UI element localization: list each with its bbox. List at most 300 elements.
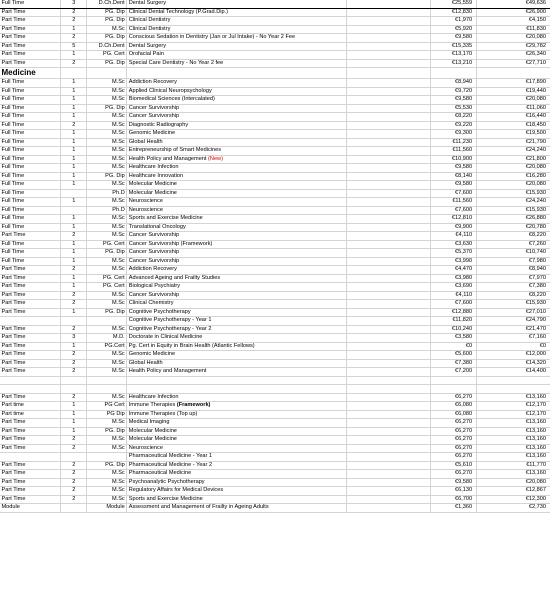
- course-name: Orofacial Pain: [128, 51, 164, 57]
- spacer-cell: [347, 223, 431, 232]
- empty-cell: [127, 376, 347, 385]
- mode-cell: Part time: [0, 410, 61, 419]
- course-cell: [127, 164, 347, 173]
- eu-fee-cell: €9,220: [431, 121, 477, 130]
- award-cell: M.Sc: [87, 155, 127, 164]
- eu-fee-cell: €6,130: [431, 487, 477, 496]
- award-cell: M.Sc: [87, 444, 127, 453]
- eu-fee-cell: €6,270: [431, 444, 477, 453]
- non-eu-fee-cell: €14,400: [477, 368, 550, 377]
- table-row: [0, 232, 550, 241]
- course-cell: [127, 283, 347, 292]
- award-cell: M.Sc: [87, 181, 127, 190]
- mode-cell: Part Time: [0, 42, 61, 51]
- years-cell: 2: [61, 393, 87, 402]
- mode-cell: [0, 317, 61, 326]
- years-cell: 1: [61, 342, 87, 351]
- award-cell: M.Sc: [87, 291, 127, 300]
- non-eu-fee-cell: €29,782: [477, 42, 550, 51]
- mode-cell: Full Time: [0, 223, 61, 232]
- mode-cell: Module: [0, 504, 61, 513]
- award-cell: M.Sc: [87, 300, 127, 309]
- eu-fee-cell: €3,630: [431, 240, 477, 249]
- course-name: Molecular Medicine: [128, 181, 177, 187]
- course-cell: [127, 504, 347, 513]
- mode-cell: Part Time: [0, 8, 61, 17]
- years-cell: 1: [61, 419, 87, 428]
- table-row: [0, 206, 550, 215]
- non-eu-fee-cell: €7,970: [477, 274, 550, 283]
- course-cell: [127, 8, 347, 17]
- non-eu-fee-cell: €18,450: [477, 121, 550, 130]
- award-cell: M.Sc: [87, 215, 127, 224]
- table-row: [0, 470, 550, 479]
- non-eu-fee-cell: €19,440: [477, 87, 550, 96]
- spacer-cell: [347, 274, 431, 283]
- award-cell: PG. Dip: [87, 59, 127, 68]
- course-name: Neuroscience: [128, 444, 163, 451]
- course-name: Applied Clinical Neuropsychology: [128, 87, 212, 94]
- course-tag: (Framework): [176, 402, 211, 408]
- years-cell: 1: [61, 164, 87, 173]
- award-cell: M.Sc: [87, 121, 127, 130]
- table-row: [0, 51, 550, 60]
- mode-cell: Full Time: [0, 155, 61, 164]
- non-eu-fee-cell: €13,160: [477, 427, 550, 436]
- mode-cell: Part Time: [0, 427, 61, 436]
- course-name: Cognitive Psychotherapy - Year 2: [128, 325, 212, 332]
- eu-fee-cell: €11,820: [431, 317, 477, 326]
- course-name: Medical Imaging: [128, 419, 170, 425]
- years-cell: 2: [61, 495, 87, 504]
- years-cell: 1: [61, 51, 87, 60]
- award-cell: M.Sc: [87, 470, 127, 479]
- table-row: [0, 104, 550, 113]
- mode-cell: Full Time: [0, 257, 61, 266]
- eu-fee-cell: €11,230: [431, 138, 477, 147]
- non-eu-fee-cell: €27,710: [477, 59, 550, 68]
- award-cell: M.Sc: [87, 325, 127, 334]
- years-cell: 2: [61, 300, 87, 309]
- award-cell: PG. Dip: [87, 461, 127, 470]
- years-cell: 1: [61, 79, 87, 88]
- years-cell: 1: [61, 113, 87, 122]
- course-cell: [127, 223, 347, 232]
- eu-fee-cell: €9,580: [431, 96, 477, 105]
- spacer-cell: [347, 34, 431, 43]
- spacer-cell: [347, 249, 431, 258]
- mode-cell: Full Time: [0, 240, 61, 249]
- eu-fee-cell: €10,900: [431, 155, 477, 164]
- course-name: Clinical Chemistry: [128, 300, 174, 306]
- years-cell: 1: [61, 223, 87, 232]
- non-eu-fee-cell: €7,980: [477, 257, 550, 266]
- non-eu-fee-cell: €21,790: [477, 138, 550, 147]
- mode-cell: Part Time: [0, 51, 61, 60]
- table-row: [0, 419, 550, 428]
- course-cell: [127, 155, 347, 164]
- course-cell: Dental Surgery: [127, 0, 347, 8]
- award-cell: PG. Dip: [87, 172, 127, 181]
- non-eu-fee-cell: €13,160: [477, 470, 550, 479]
- course-cell: [127, 232, 347, 241]
- mode-cell: Part Time: [0, 342, 61, 351]
- award-cell: M.Sc: [87, 79, 127, 88]
- years-cell: 2: [61, 351, 87, 360]
- spacer-cell: [347, 402, 431, 411]
- course-name: Molecular Medicine: [128, 427, 177, 434]
- eu-fee-cell: €13,210: [431, 59, 477, 68]
- spacer-cell: [347, 393, 431, 402]
- years-cell: 1: [61, 427, 87, 436]
- award-cell: PG Cert: [87, 402, 127, 411]
- eu-fee-cell: €8,940: [431, 79, 477, 88]
- spacer-cell: [347, 164, 431, 173]
- mode-cell: Full Time: [0, 130, 61, 139]
- years-cell: 2: [61, 436, 87, 445]
- course-cell: [127, 402, 347, 411]
- table-row: [0, 487, 550, 496]
- empty-cell: [0, 385, 61, 394]
- years-cell: 1: [61, 130, 87, 139]
- non-eu-fee-cell: €13,160: [477, 453, 550, 462]
- course-name: Clinical Dental Technology (P.Grad.Dip.): [128, 8, 229, 15]
- course-cell: [127, 257, 347, 266]
- table-row: [0, 155, 550, 164]
- course-cell: [127, 274, 347, 283]
- table-row: [0, 291, 550, 300]
- years-cell: 2: [61, 325, 87, 334]
- years-cell: 2: [61, 470, 87, 479]
- table-row: [0, 478, 550, 487]
- mode-cell: Part Time: [0, 300, 61, 309]
- award-cell: PG. Dip: [87, 249, 127, 258]
- mode-cell: Part Time: [0, 59, 61, 68]
- table-row: [0, 34, 550, 43]
- spacer-cell: [347, 87, 431, 96]
- years-cell: 1: [61, 25, 87, 34]
- award-cell: PG.Cert: [87, 342, 127, 351]
- course-name: Assessment and Management of Frailty in Ageing Adults: [128, 504, 269, 510]
- spacer-cell: [347, 325, 431, 334]
- years-cell: 1: [61, 172, 87, 181]
- years-cell: 1: [61, 402, 87, 411]
- course-name: Healthcare Infection: [128, 393, 179, 400]
- course-name: Neuroscience: [128, 198, 163, 204]
- eu-fee-cell: €6,270: [431, 419, 477, 428]
- spacer-cell: [347, 8, 431, 17]
- mode-cell: Full Time: [0, 87, 61, 96]
- spacer-cell: [347, 283, 431, 292]
- course-name: Healthcare Innovation: [128, 172, 184, 179]
- eu-fee-cell: €12,810: [431, 215, 477, 224]
- spacer-cell: [347, 308, 431, 317]
- award-cell: M.Sc: [87, 436, 127, 445]
- table-row: [0, 164, 550, 173]
- award-cell: PG. Cert: [87, 274, 127, 283]
- course-cell: [127, 342, 347, 351]
- course-cell: [127, 79, 347, 88]
- non-eu-fee-cell: €8,220: [477, 291, 550, 300]
- years-cell: 2: [61, 368, 87, 377]
- spacer-cell: [347, 181, 431, 190]
- eu-fee-cell: €9,900: [431, 223, 477, 232]
- award-cell: PG Dip: [87, 410, 127, 419]
- award-cell: M.Sc: [87, 487, 127, 496]
- years-cell: 2: [61, 17, 87, 26]
- eu-fee-cell: €12,880: [431, 308, 477, 317]
- years-cell: [61, 189, 87, 198]
- spacer-cell: [347, 51, 431, 60]
- spacer-cell: [347, 351, 431, 360]
- table-row: [0, 308, 550, 317]
- empty-cell: [127, 68, 347, 79]
- eu-fee-cell: €6,080: [431, 402, 477, 411]
- course-cell: [127, 138, 347, 147]
- spacer-cell: [347, 266, 431, 275]
- non-eu-fee-cell: €11,770: [477, 461, 550, 470]
- award-cell: M.Sc: [87, 130, 127, 139]
- years-cell: 1: [61, 147, 87, 156]
- empty-cell: [477, 68, 550, 79]
- course-cell: [127, 104, 347, 113]
- award-cell: M.Sc: [87, 223, 127, 232]
- course-cell: [127, 25, 347, 34]
- table-row: [0, 42, 550, 51]
- non-eu-fee-cell: €12,170: [477, 410, 550, 419]
- course-name: Biological Psychiatry: [128, 283, 181, 289]
- table-row: [0, 368, 550, 377]
- course-cell: [127, 121, 347, 130]
- years-cell: 1: [61, 155, 87, 164]
- table-row: [0, 334, 550, 343]
- mode-cell: Part Time: [0, 444, 61, 453]
- mode-cell: Part time: [0, 402, 61, 411]
- course-name: Cognitive Psychotherapy: [128, 308, 191, 315]
- course-name: Clinical Dentistry: [128, 25, 171, 32]
- course-name: Cancer Survivorship: [128, 104, 180, 111]
- mode-cell: Full Time: [0, 172, 61, 181]
- award-cell: [87, 317, 127, 326]
- non-eu-fee-cell: €13,160: [477, 393, 550, 402]
- course-cell: [127, 172, 347, 181]
- empty-cell: [431, 385, 477, 394]
- years-cell: 2: [61, 59, 87, 68]
- course-name: Addiction Recovery: [128, 79, 177, 85]
- course-cell: [127, 317, 347, 326]
- course-cell: [127, 51, 347, 60]
- mode-cell: Part Time: [0, 266, 61, 275]
- eu-fee-cell: €6,270: [431, 470, 477, 479]
- spacer-cell: [347, 215, 431, 224]
- non-eu-fee-cell: €24,240: [477, 198, 550, 207]
- table-row: [0, 25, 550, 34]
- course-cell: [127, 368, 347, 377]
- years-cell: 2: [61, 8, 87, 17]
- course-cell: [127, 266, 347, 275]
- course-name: Cancer Survivorship: [128, 113, 180, 119]
- mode-cell: Part Time: [0, 495, 61, 504]
- non-eu-fee-cell: €26,340: [477, 51, 550, 60]
- mode-cell: Part Time: [0, 17, 61, 26]
- course-name: Dental Surgery: [128, 42, 167, 49]
- non-eu-fee-cell: €20,080: [477, 164, 550, 173]
- eu-fee-cell: €9,580: [431, 181, 477, 190]
- mode-cell: Full Time: [0, 181, 61, 190]
- non-eu-fee-cell: €12,867: [477, 487, 550, 496]
- non-eu-fee-cell: €11,830: [477, 25, 550, 34]
- non-eu-fee-cell: €16,440: [477, 113, 550, 122]
- table-row: [0, 317, 550, 326]
- non-eu-fee-cell: €2,730: [477, 504, 550, 513]
- non-eu-fee-cell: €12,000: [477, 351, 550, 360]
- spacer-cell: [347, 419, 431, 428]
- award-cell: M.Sc: [87, 478, 127, 487]
- spacer-cell: [347, 59, 431, 68]
- spacer-cell: [347, 17, 431, 26]
- table-row: [0, 257, 550, 266]
- years-cell: 1: [61, 257, 87, 266]
- course-name: Cognitive Psychotherapy - Year 1: [128, 317, 212, 323]
- empty-cell: [87, 385, 127, 394]
- award-cell: D.Ch.Dent: [87, 42, 127, 51]
- years-cell: 1: [61, 308, 87, 317]
- mode-cell: Full Time: [0, 104, 61, 113]
- mode-cell: Part Time: [0, 436, 61, 445]
- course-name: Health Policy and Management: [128, 155, 207, 162]
- course-cell: [127, 113, 347, 122]
- years-cell: 2: [61, 121, 87, 130]
- table-row: [0, 266, 550, 275]
- non-eu-fee-cell: €49,636: [477, 0, 550, 8]
- eu-fee-cell: €5,370: [431, 249, 477, 258]
- non-eu-fee-cell: €4,150: [477, 17, 550, 26]
- years-cell: 3: [61, 334, 87, 343]
- award-cell: Module: [87, 504, 127, 513]
- non-eu-fee-cell: €15,930: [477, 206, 550, 215]
- eu-fee-cell: €1,360: [431, 504, 477, 513]
- course-cell: [127, 181, 347, 190]
- course-cell: [127, 206, 347, 215]
- non-eu-fee-cell: €0: [477, 342, 550, 351]
- course-name: Pharmaceutical Medicine - Year 2: [128, 461, 213, 468]
- eu-fee-cell: €4,110: [431, 232, 477, 241]
- eu-fee-cell: €7,600: [431, 189, 477, 198]
- years-cell: 2: [61, 444, 87, 453]
- course-name: Immune Therapies: [128, 402, 176, 408]
- course-cell: [127, 478, 347, 487]
- mode-cell: Full Time: [0, 96, 61, 105]
- award-cell: M.Sc: [87, 198, 127, 207]
- table-row: [0, 351, 550, 360]
- spacer-cell: [347, 368, 431, 377]
- course-name: Sports and Exercise Medicine: [128, 215, 203, 221]
- spacer-cell: [347, 147, 431, 156]
- course-cell: [127, 325, 347, 334]
- years-cell: 1: [61, 181, 87, 190]
- eu-fee-cell: €5,600: [431, 351, 477, 360]
- non-eu-fee-cell: €12,170: [477, 402, 550, 411]
- mode-cell: Part Time: [0, 470, 61, 479]
- mode-cell: Full Time: [0, 164, 61, 173]
- course-cell: [127, 487, 347, 496]
- course-cell: [127, 215, 347, 224]
- course-name: Conscious Sedation in Dentistry (Jan or Jul Intake) - No Year 2 Fee: [128, 34, 296, 40]
- spacer-cell: [347, 317, 431, 326]
- eu-fee-cell: €6,700: [431, 495, 477, 504]
- award-cell: M.Sc: [87, 147, 127, 156]
- eu-fee-cell: €9,580: [431, 34, 477, 43]
- mode-cell: Full Time: [0, 138, 61, 147]
- course-name: Clinical Dentistry: [128, 17, 171, 23]
- course-name: Sports and Exercise Medicine: [128, 495, 203, 502]
- award-cell: PG. Dip: [87, 8, 127, 17]
- mode-cell: Full Time: [0, 121, 61, 130]
- course-name: Healthcare Infection: [128, 164, 179, 170]
- years-cell: [61, 206, 87, 215]
- course-cell: [127, 351, 347, 360]
- table-row: [0, 274, 550, 283]
- course-name: Pharmaceutical Medicine: [128, 470, 192, 476]
- non-eu-fee-cell: €26,880: [477, 215, 550, 224]
- eu-fee-cell: €6,270: [431, 453, 477, 462]
- course-cell: [127, 34, 347, 43]
- non-eu-fee-cell: €14,320: [477, 359, 550, 368]
- table-row: [0, 240, 550, 249]
- blank-row: [0, 376, 550, 385]
- course-cell: [127, 198, 347, 207]
- eu-fee-cell: €7,600: [431, 300, 477, 309]
- course-cell: [127, 240, 347, 249]
- spacer-cell: [347, 291, 431, 300]
- non-eu-fee-cell: €13,160: [477, 436, 550, 445]
- course-cell: [127, 308, 347, 317]
- award-cell: PG. Cert: [87, 283, 127, 292]
- spacer-cell: [347, 121, 431, 130]
- course-name: Translational Oncology: [128, 223, 186, 230]
- award-cell: M.Sc: [87, 419, 127, 428]
- spacer-cell: [347, 487, 431, 496]
- non-eu-fee-cell: €17,890: [477, 79, 550, 88]
- non-eu-fee-cell: €8,940: [477, 266, 550, 275]
- spacer-cell: [347, 206, 431, 215]
- mode-cell: Part Time: [0, 25, 61, 34]
- years-cell: 5: [61, 42, 87, 51]
- non-eu-fee-cell: €27,010: [477, 308, 550, 317]
- years-cell: 1: [61, 249, 87, 258]
- table-row: [0, 325, 550, 334]
- course-name: Cancer Survivorship (Framework): [128, 240, 213, 247]
- spacer-cell: [347, 42, 431, 51]
- non-eu-fee-cell: €15,930: [477, 300, 550, 309]
- mode-cell: Part Time: [0, 325, 61, 334]
- non-eu-fee-cell: €7,380: [477, 283, 550, 292]
- non-eu-fee-cell: €12,300: [477, 495, 550, 504]
- empty-cell: [477, 376, 550, 385]
- eu-fee-cell: €3,690: [431, 283, 477, 292]
- award-cell: M.Sc: [87, 368, 127, 377]
- empty-cell: [347, 376, 431, 385]
- table-row: [0, 0, 550, 8]
- course-cell: [127, 410, 347, 419]
- years-cell: 1: [61, 283, 87, 292]
- eu-fee-cell: €12,830: [431, 8, 477, 17]
- years-cell: 2: [61, 461, 87, 470]
- course-name: Health Policy and Management: [128, 368, 207, 374]
- course-name: Molecular Medicine: [128, 436, 177, 442]
- table-row: [0, 121, 550, 130]
- spacer-cell: [347, 342, 431, 351]
